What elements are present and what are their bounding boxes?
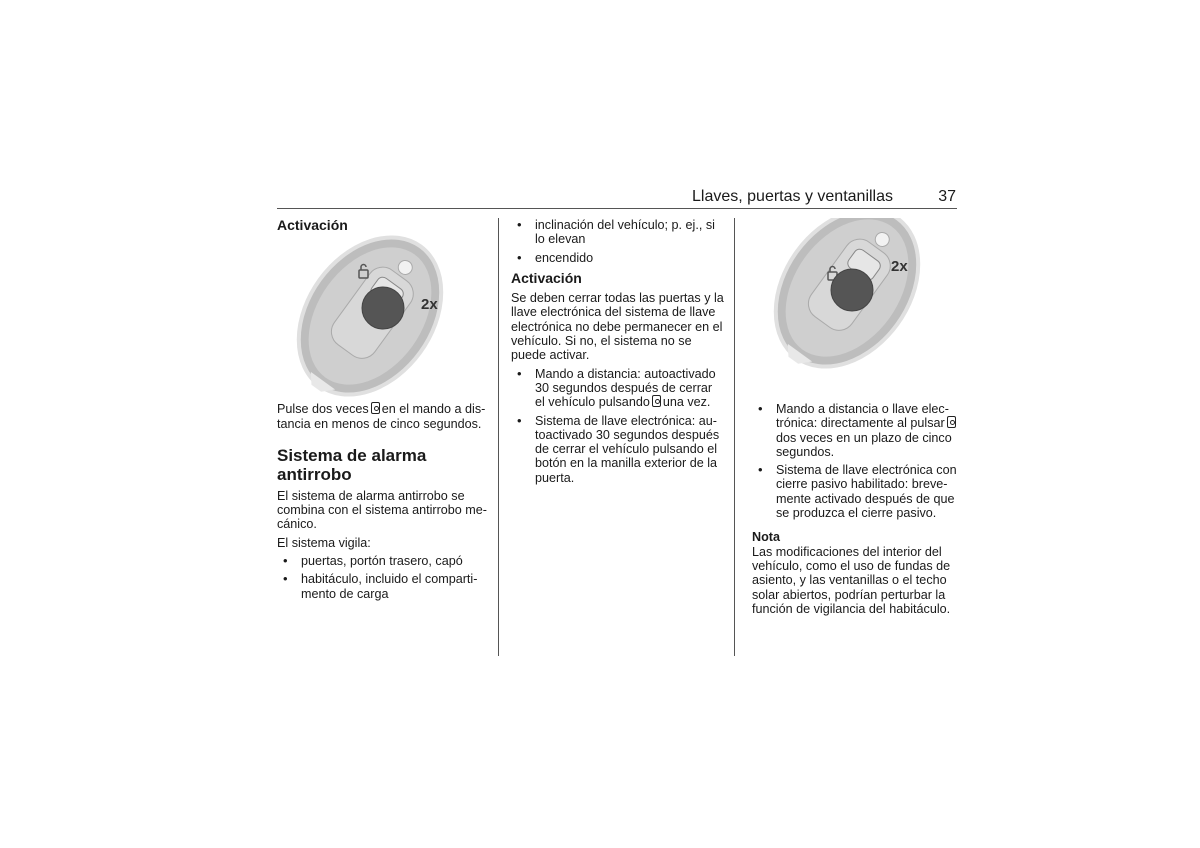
column-divider — [498, 218, 499, 656]
page-header — [277, 186, 957, 209]
list-item: • Mando a distancia o llave elec-trónica: directamente al pulsardos veces en un plazo de cinco segundos. — [752, 402, 958, 459]
double-press-label: 2x — [891, 258, 908, 275]
list-item: • Sistema de llave electrónica: au-toactivado 30 segundos después de cerrar el vehículo pulsando el botón en la manilla exterior de la puerta. — [511, 414, 725, 485]
monitored-list-continued — [511, 218, 725, 265]
column-1 — [277, 218, 489, 605]
system-monitors-paragraph: El sistema vigila: — [277, 535, 371, 550]
section-title: Sistema de alarma antirrobo — [277, 445, 427, 484]
column-divider — [734, 218, 735, 656]
list-item: • puertas, portón trasero, capó — [277, 554, 489, 568]
activation-paragraph: Pulse dos veces en el mando a dis- tancia en menos de cinco segundos. — [277, 402, 486, 431]
alarm-intro-paragraph: El sistema de alarma antirrobo se combina con el sistema antirrobo me-cánico. — [277, 488, 487, 532]
column-2 — [511, 218, 725, 489]
activation-list — [752, 402, 958, 520]
key-fob-illustration — [752, 218, 958, 396]
note-title: Nota — [752, 530, 780, 545]
activation-heading: Activación — [511, 269, 582, 286]
lock-icon — [371, 402, 380, 414]
activation-heading: Activación — [277, 217, 348, 233]
list-item: • Sistema de llave electrónica con cierre pasivo habilitado: breve-mente activado después de que se produzca el cierre pasivo. — [752, 463, 958, 520]
monitored-list — [277, 554, 489, 601]
activation-list — [511, 367, 725, 485]
list-item: • Mando a distancia: autoactivado 30 segundos después de cerrar el vehículo pulsando una vez. — [511, 367, 725, 410]
note-text: Las modificaciones del interior del vehículo, como el uso de fundas de asiento, y las ventanillas o el techo solar abiertos, podrían perturbar la función de vigilancia del habitáculo. — [752, 544, 951, 616]
lock-icon — [652, 395, 661, 407]
running-title: Llaves, puertas y ventanillas — [692, 188, 893, 205]
list-item: • inclinación del vehículo; p. ej., si lo elevan — [511, 218, 725, 247]
list-item: • encendido — [511, 251, 725, 265]
key-fob-illustration — [277, 232, 489, 402]
list-item: • habitáculo, incluido el comparti-mento de carga — [277, 572, 489, 601]
activation-paragraph: Se deben cerrar todas las puertas y la llave electrónica del sistema de llave electrónica no debe permanecer en el vehículo. Si no, el sistema no se puede activar. — [511, 291, 724, 363]
page-number: 37 — [938, 188, 956, 205]
lock-icon — [947, 416, 956, 428]
column-3 — [752, 218, 958, 620]
double-press-label: 2x — [421, 296, 438, 314]
